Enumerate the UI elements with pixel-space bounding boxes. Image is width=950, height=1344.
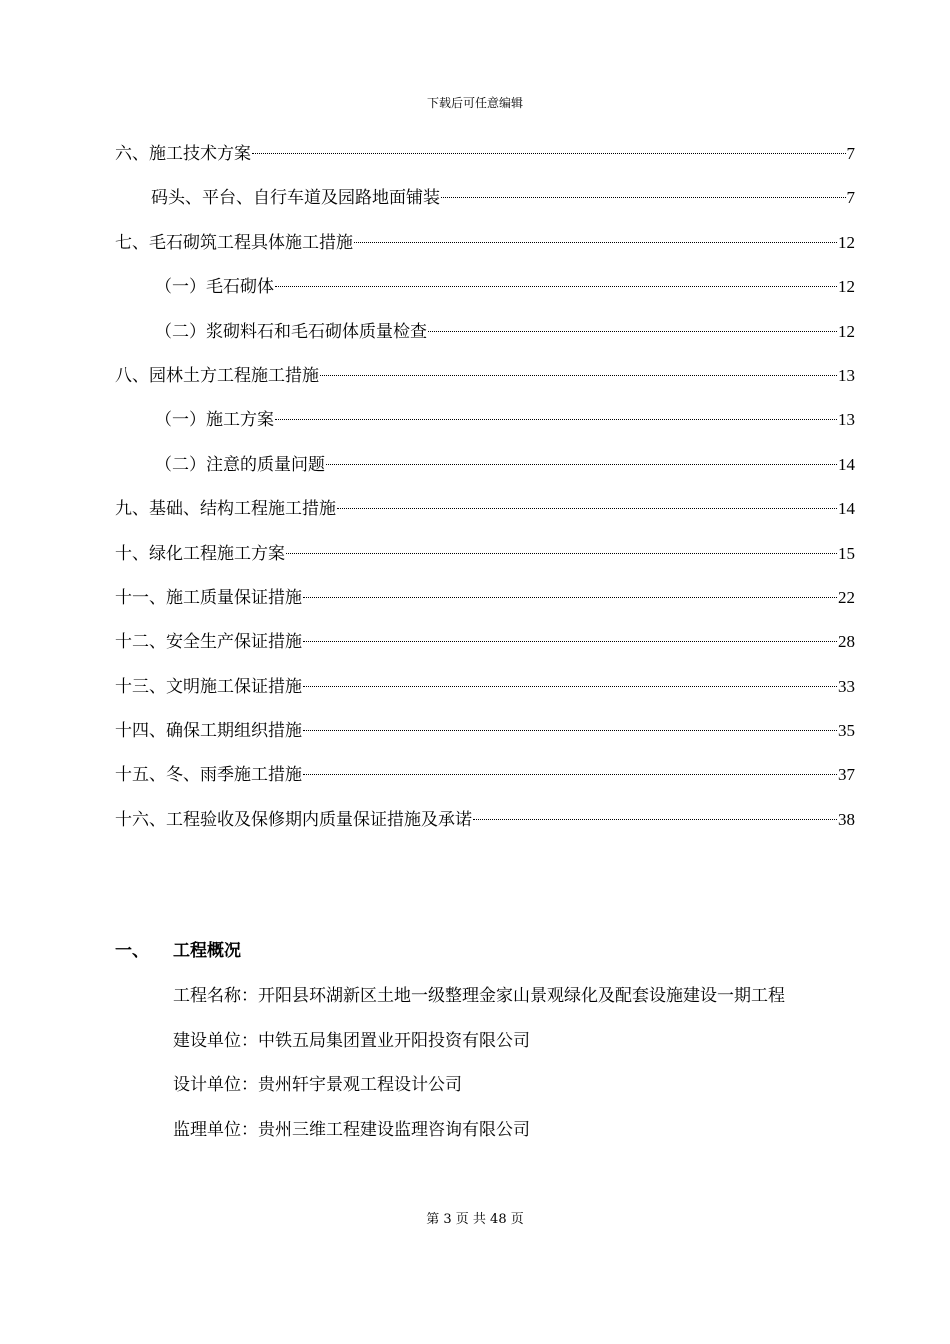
section-title: 工程概况: [173, 941, 241, 961]
project-name-paragraph: 工程名称：开阳县环湖新区土地一级整理金家山景观绿化及配套设施建设一期工程: [173, 986, 785, 1006]
toc-entry-title: 七、毛石砌筑工程具体施工措施: [115, 232, 353, 253]
toc-entry-title: 十五、冬、雨季施工措施: [115, 765, 302, 786]
toc-entry-title: （二）注意的质量问题: [155, 454, 325, 475]
toc-entry-page: 28: [838, 632, 855, 652]
toc-entry[interactable]: [115, 755, 855, 799]
toc-entry-title: 十四、确保工期组织措施: [115, 721, 302, 742]
toc-entry-page: 22: [838, 587, 855, 607]
toc-leader-dots: [320, 375, 837, 376]
toc-leader-dots: [303, 730, 837, 731]
toc-entry-title: （二）浆砌料石和毛石砌体质量检查: [155, 321, 427, 342]
toc-entry[interactable]: [115, 312, 855, 356]
toc-entry-page: 13: [838, 410, 855, 430]
toc-entry-title: （一）施工方案: [155, 410, 274, 431]
toc-leader-dots: [275, 286, 837, 287]
toc-entry-page: 38: [838, 809, 855, 829]
toc-entry-page: 35: [838, 721, 855, 741]
toc-entry-page: 12: [838, 321, 855, 341]
toc-entry[interactable]: [115, 134, 855, 178]
supervisor-paragraph: 监理单位：贵州三维工程建设监理咨询有限公司: [173, 1119, 530, 1140]
toc-entry-page: 33: [838, 676, 855, 696]
toc-leader-dots: [303, 686, 837, 687]
toc-leader-dots: [303, 641, 837, 642]
toc-leader-dots: [303, 774, 837, 775]
toc-entry-title: 九、基础、结构工程施工措施: [115, 499, 336, 520]
toc-entry-title: 十一、施工质量保证措施: [115, 587, 302, 608]
toc-entry-title: （一）毛石砌体: [155, 277, 274, 298]
toc-entry[interactable]: [115, 445, 855, 489]
toc-entry-page: 14: [838, 454, 855, 474]
toc-entry-title: 十、绿化工程施工方案: [115, 543, 285, 564]
toc-entry-page: 7: [846, 144, 855, 163]
client-paragraph: 建设单位：中铁五局集团置业开阳投资有限公司: [173, 1030, 530, 1051]
toc-entry[interactable]: [115, 711, 855, 755]
project-overview-section: [115, 934, 855, 1152]
toc-entry-page: 7: [846, 188, 855, 208]
toc-entry-title: 码头、平台、自行车道及园路地面铺装: [151, 188, 440, 209]
toc-leader-dots: [275, 419, 837, 420]
toc-entry[interactable]: [115, 400, 855, 444]
toc-entry-page: 37: [838, 765, 855, 785]
toc-entry[interactable]: [115, 800, 855, 844]
toc-leader-dots: [428, 331, 837, 332]
toc-entry[interactable]: [115, 178, 855, 222]
page-footer: 第 3 页 共 48 页: [426, 1212, 524, 1227]
table-of-contents: [115, 134, 855, 844]
designer-paragraph: 设计单位：贵州轩宇景观工程设计公司: [173, 1075, 462, 1095]
toc-entry[interactable]: [115, 489, 855, 533]
toc-entry-title: 八、园林土方工程施工措施: [115, 365, 319, 386]
toc-entry-page: 13: [838, 365, 855, 385]
toc-leader-dots: [252, 153, 846, 154]
toc-entry-page: 14: [838, 499, 855, 519]
toc-entry-title: 十二、安全生产保证措施: [115, 632, 302, 653]
toc-entry[interactable]: [115, 667, 855, 711]
toc-leader-dots: [441, 197, 846, 198]
toc-entry[interactable]: [115, 578, 855, 622]
toc-entry[interactable]: [115, 223, 855, 267]
toc-entry-page: 12: [838, 232, 855, 252]
toc-entry-page: 15: [838, 543, 855, 563]
section-heading: [115, 934, 855, 974]
toc-leader-dots: [473, 819, 837, 820]
toc-entry-title: 六、施工技术方案: [115, 144, 251, 164]
toc-entry-title: 十三、文明施工保证措施: [115, 676, 302, 697]
toc-leader-dots: [303, 597, 837, 598]
toc-leader-dots: [326, 464, 837, 465]
toc-leader-dots: [286, 553, 837, 554]
toc-entry[interactable]: [115, 356, 855, 400]
page-header: 下载后可任意编辑: [426, 96, 523, 110]
toc-leader-dots: [354, 242, 837, 243]
section-number: 一、: [115, 941, 149, 961]
toc-entry-title: 十六、工程验收及保修期内质量保证措施及承诺: [115, 809, 472, 830]
toc-entry-page: 12: [838, 277, 855, 297]
toc-entry[interactable]: [115, 622, 855, 666]
toc-leader-dots: [337, 508, 837, 509]
toc-entry[interactable]: [115, 534, 855, 578]
toc-entry[interactable]: [115, 267, 855, 311]
